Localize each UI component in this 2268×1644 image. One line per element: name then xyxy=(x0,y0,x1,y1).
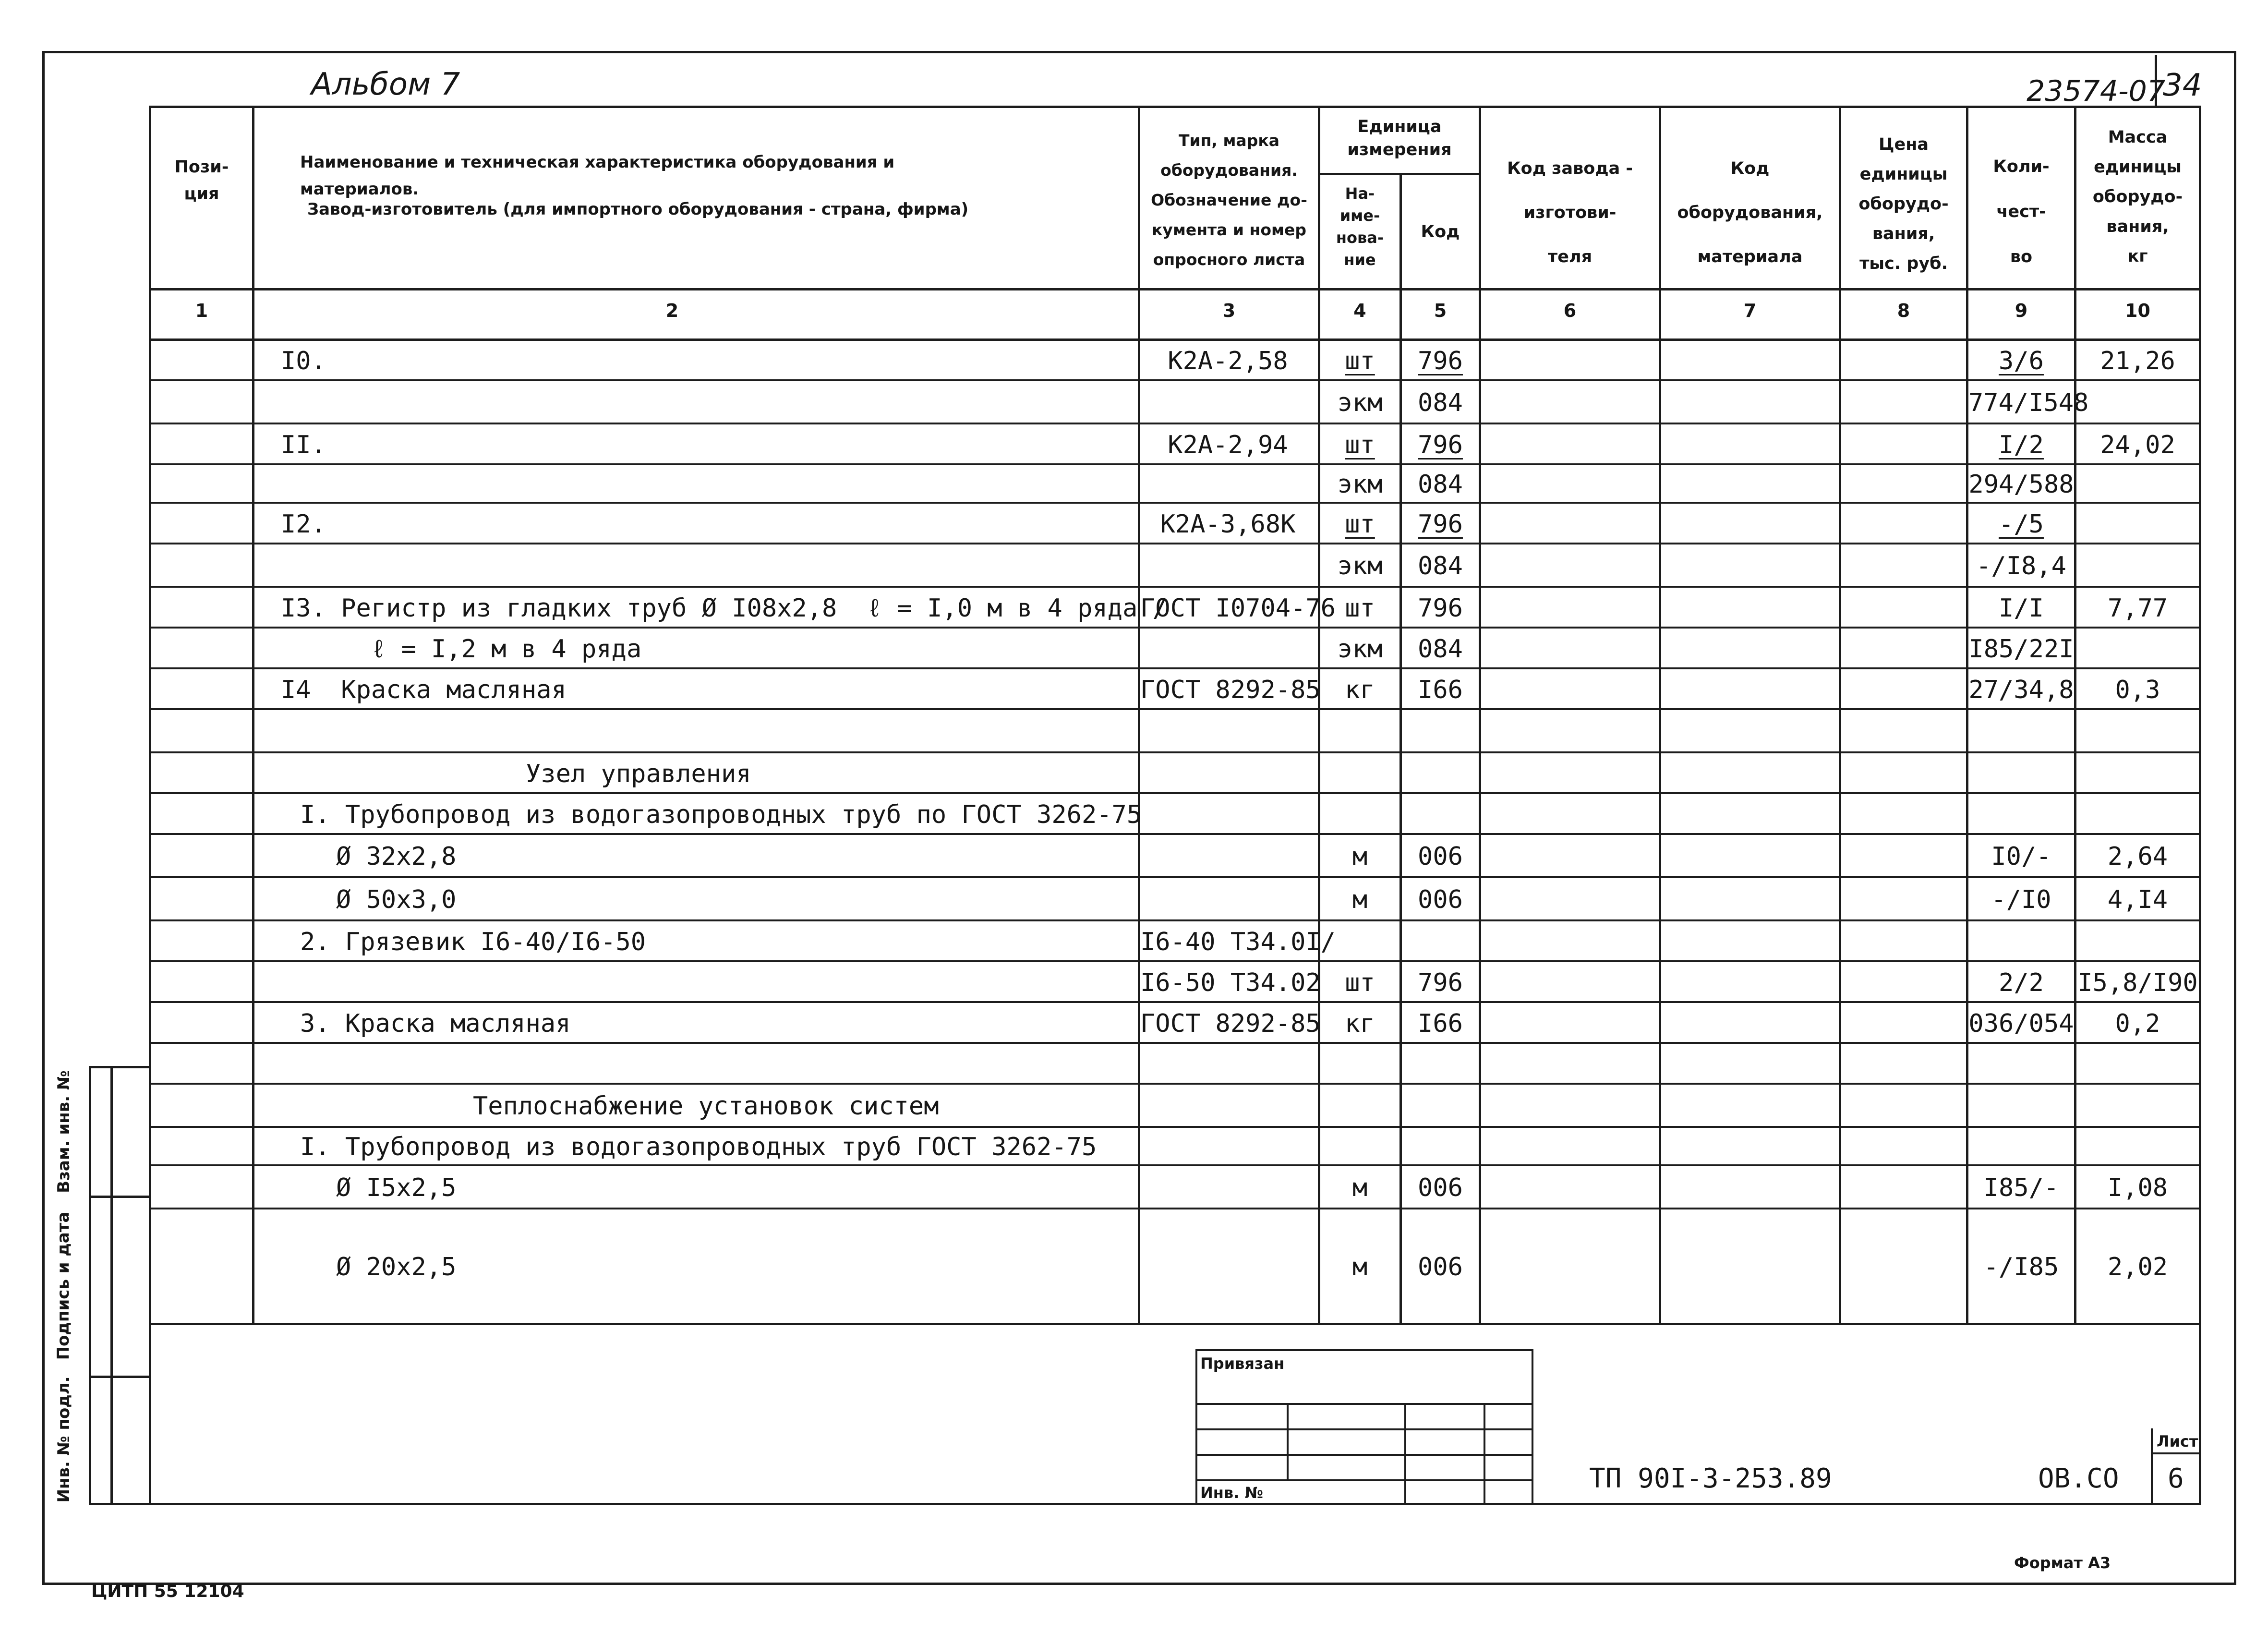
row-17-name: 3. Краска масляная xyxy=(300,1009,571,1038)
row-3-type: К2А-2,94 xyxy=(1168,430,1288,459)
row-17-unit: кг xyxy=(1345,1009,1375,1038)
org-stamp: ЦИТП 55 12104 xyxy=(91,1582,244,1601)
row-3-name: II. xyxy=(281,430,326,459)
row-13-qty: I0/- xyxy=(1991,842,2051,871)
row-13-name: Ø 32х2,8 xyxy=(336,842,457,871)
col-header-unit-code: Код xyxy=(1421,222,1460,242)
row-7-code: 796 xyxy=(1418,593,1463,623)
row-16-unit: шт xyxy=(1345,968,1375,997)
row-15-type: I6-40 Т34.0I/ xyxy=(1140,927,1336,956)
col-header-type: Тип, марка оборудования. Обозначение до- кумента и номер опросного листа xyxy=(1151,131,1307,269)
row-17-qty: 036/054 xyxy=(1968,1009,2074,1038)
row-21-code: 006 xyxy=(1418,1173,1463,1202)
row-16-code: 796 xyxy=(1418,968,1463,997)
row-1-mass: 21,26 xyxy=(2100,346,2175,375)
side-label-replaced-inv: Взам. инв. № xyxy=(54,1070,73,1193)
col-number-2: 2 xyxy=(665,300,679,321)
row-13-mass: 2,64 xyxy=(2107,842,2168,871)
row-15-name: 2. Грязевик I6-40/I6-50 xyxy=(300,927,646,956)
row-14-unit: м xyxy=(1352,885,1368,914)
row-22-code: 006 xyxy=(1418,1253,1463,1281)
side-label-signature-date: Подпись и дата xyxy=(54,1211,73,1360)
row-3-mass: 24,02 xyxy=(2100,430,2175,459)
col-header-mass: Масса единицы оборудо- вания, кг xyxy=(2092,128,2183,266)
row-14-mass: 4,I4 xyxy=(2107,885,2168,914)
row-17-type: ГОСТ 8292-85 xyxy=(1140,1009,1321,1038)
side-label-original-inv: Инв. № подл. xyxy=(54,1376,73,1503)
row-5-type: К2А-3,68К xyxy=(1160,509,1296,539)
row-22-unit: м xyxy=(1352,1253,1368,1281)
row-2-qty: 774/I548 xyxy=(1968,388,2089,417)
col-header-position: Пози- ция xyxy=(174,157,229,204)
col-header-quantity: Коли- чест- во xyxy=(1993,157,2050,266)
row-3-qty: I/2 xyxy=(1999,430,2044,459)
format-label: Формат А3 xyxy=(2014,1554,2111,1572)
stamp-project-code: ТП 90I-3-253.89 xyxy=(1589,1463,1832,1494)
col-number-1: 1 xyxy=(195,300,208,321)
row-1-qty: 3/6 xyxy=(1999,346,2044,375)
row-5-code: 796 xyxy=(1418,509,1463,539)
row-3-unit: шт xyxy=(1345,430,1375,459)
album-label: Альбом 7 xyxy=(311,67,460,102)
stamp-sheet-label: Лист xyxy=(2157,1432,2198,1451)
col-header-factory-code: Код завода - изготови- теля xyxy=(1507,159,1633,266)
stamp-section-code: ОВ.СО xyxy=(2038,1463,2119,1494)
col-number-3: 3 xyxy=(1222,300,1236,321)
row-14-code: 006 xyxy=(1418,885,1463,914)
row-7-mass: 7,77 xyxy=(2107,593,2168,623)
row-8-unit: экм xyxy=(1337,634,1383,664)
row-16-qty: 2/2 xyxy=(1999,968,2044,997)
row-21-unit: м xyxy=(1352,1173,1368,1202)
col-header-unit-group: Единица измерения xyxy=(1347,117,1452,159)
col-number-10: 10 xyxy=(2125,300,2150,321)
row-2-unit: экм xyxy=(1337,388,1383,417)
col-number-6: 6 xyxy=(1563,300,1577,321)
row-4-unit: экм xyxy=(1337,470,1383,499)
col-header-equipment-code: Код оборудования, материала xyxy=(1677,159,1823,266)
row-6-qty: -/I8,4 xyxy=(1976,552,2066,580)
row-8-qty: I85/22I xyxy=(1968,634,2074,664)
row-1-type: К2А-2,58 xyxy=(1168,346,1288,375)
row-4-qty: 294/588 xyxy=(1968,470,2074,499)
stamp-sheet-number: 6 xyxy=(2168,1463,2184,1494)
document-number: 23574-07 xyxy=(2027,74,2165,108)
row-1-code: 796 xyxy=(1418,346,1463,375)
row-12-name: I. Трубопровод из водогазопроводных труб по ГОСТ 3262-75 xyxy=(300,800,1142,829)
row-16-type: I6-50 Т34.02 xyxy=(1140,968,1321,997)
row-4-code: 084 xyxy=(1418,470,1463,499)
row-7-unit: шт xyxy=(1345,593,1375,623)
row-21-name: Ø I5х2,5 xyxy=(336,1173,457,1202)
col-header-price: Цена единицы оборудо- вания, тыс. руб. xyxy=(1858,135,1949,273)
row-9-code: I66 xyxy=(1418,675,1463,704)
row-8-name: ℓ = I,2 м в 4 ряда xyxy=(281,634,642,664)
col-number-5: 5 xyxy=(1434,300,1447,321)
row-22-qty: -/I85 xyxy=(1983,1253,2059,1281)
row-3-code: 796 xyxy=(1418,430,1463,459)
row-22-name: Ø 20х2,5 xyxy=(336,1253,457,1281)
row-9-qty: 27/34,8 xyxy=(1968,675,2074,704)
row-21-mass: I,08 xyxy=(2107,1173,2168,1202)
row-2-code: 084 xyxy=(1418,388,1463,417)
col-header-unit-name: На- име- нова- ние xyxy=(1336,184,1384,269)
row-13-unit: м xyxy=(1352,842,1368,871)
col-number-4: 4 xyxy=(1353,300,1366,321)
row-17-mass: 0,2 xyxy=(2115,1009,2160,1038)
row-7-name: I3. Регистр из гладких труб Ø I08х2,8 ℓ = I,0 м в 4 ряда / xyxy=(281,593,1168,623)
row-6-unit: экм xyxy=(1337,552,1383,580)
row-17-code: I66 xyxy=(1418,1009,1463,1038)
row-7-type: ГОСТ I0704-76 xyxy=(1140,593,1336,623)
row-16-mass: I5,8/I90 xyxy=(2077,968,2198,997)
row-5-unit: шт xyxy=(1345,509,1375,539)
col-number-9: 9 xyxy=(2015,300,2028,321)
row-6-code: 084 xyxy=(1418,552,1463,580)
row-9-type: ГОСТ 8292-85 xyxy=(1140,675,1321,704)
stamp-inv-label: Инв. № xyxy=(1200,1484,1263,1502)
row-8-code: 084 xyxy=(1418,634,1463,664)
row-19-name: Теплоснабжение установок систем xyxy=(473,1092,939,1121)
page-number: 34 xyxy=(2163,68,2202,103)
row-22-mass: 2,02 xyxy=(2107,1253,2168,1281)
col-header-name-line2: Завод-изготовитель (для импортного оборудования - страна, фирма) xyxy=(307,200,969,219)
row-9-name: I4 Краска масляная xyxy=(281,675,567,704)
row-14-qty: -/I0 xyxy=(1991,885,2051,914)
row-1-name: I0. xyxy=(281,346,326,375)
row-21-qty: I85/- xyxy=(1983,1173,2059,1202)
row-1-unit: шт xyxy=(1345,346,1375,375)
col-number-7: 7 xyxy=(1743,300,1757,321)
col-number-8: 8 xyxy=(1897,300,1910,321)
row-9-mass: 0,3 xyxy=(2115,675,2160,704)
row-13-code: 006 xyxy=(1418,842,1463,871)
row-5-name: I2. xyxy=(281,509,326,539)
row-11-name: Узел управления xyxy=(526,759,751,788)
col-header-name-line1: Наименование и техническая характеристика оборудования и материалов. xyxy=(300,153,895,199)
row-5-qty: -/5 xyxy=(1999,509,2044,539)
row-14-name: Ø 50х3,0 xyxy=(336,885,457,914)
row-20-name: I. Трубопровод из водогазопроводных труб ГОСТ 3262-75 xyxy=(300,1133,1097,1161)
stamp-privyazan-label: Привязан xyxy=(1200,1354,1285,1373)
row-7-qty: I/I xyxy=(1999,593,2044,623)
row-9-unit: кг xyxy=(1345,675,1375,704)
